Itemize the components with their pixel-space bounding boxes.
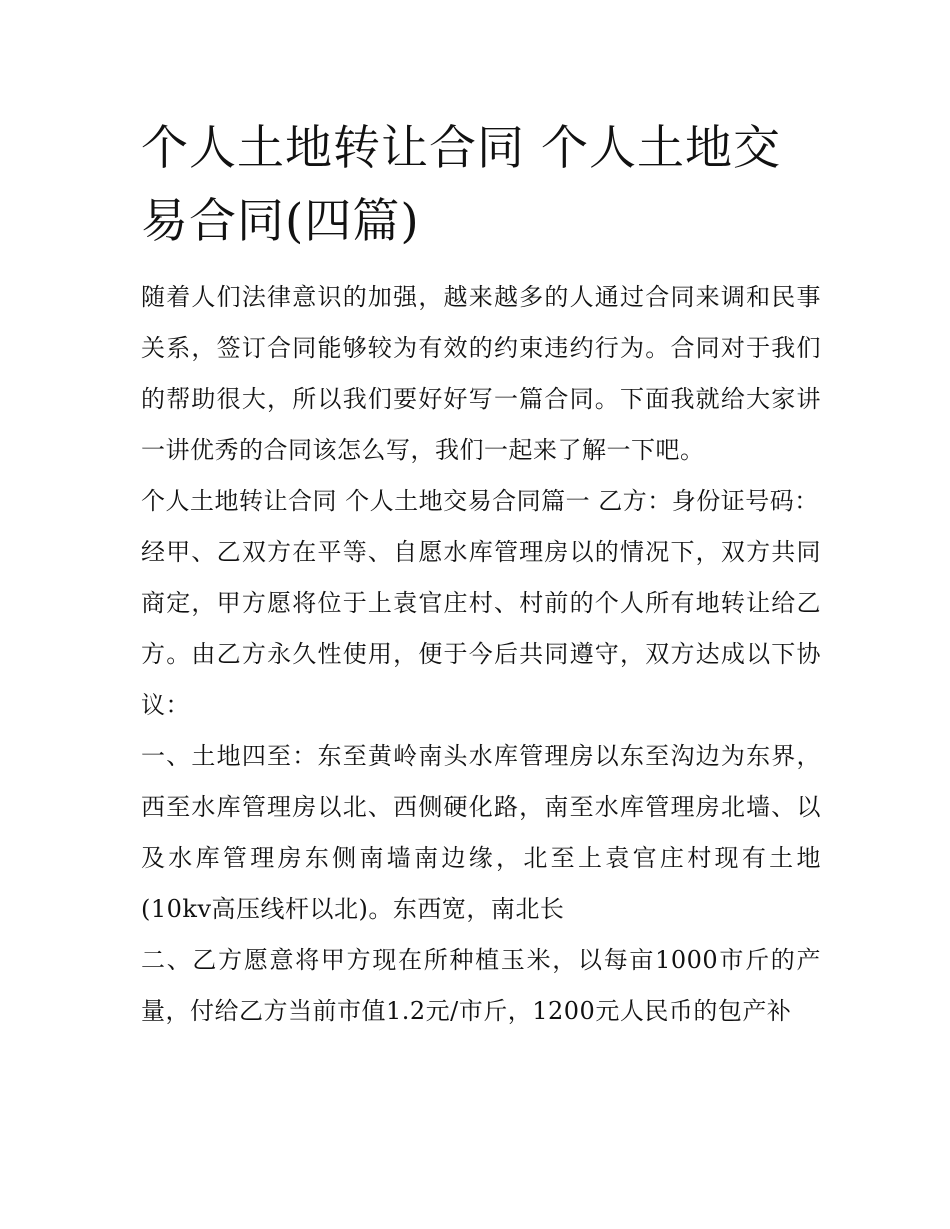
document-page [141,112,821,1037]
paragraph-intro: 随着人们法律意识的加强，越来越多的人通过合同来调和民事关系，签订合同能够较为有效的约束违约行为。合同对于我们的帮助很大，所以我们要好好写一篇合同。下面我就给大家讲一讲优秀的合同该怎么写，我们一起来了解一下吧。 [141,283,821,464]
document-body [141,272,821,1037]
paragraph-contract-heading: 个人土地转让合同 个人土地交易合同篇一 乙方：身份证号码： [141,487,819,515]
paragraph-clause-1: 一、土地四至：东至黄岭南头水库管理房以东至沟边为东界，西至水库管理房以北、西侧硬化路，南至水库管理房北墙、以及水库管理房东侧南墙南边缘，北至上袁官庄村现有土地(10kv高压线杆以北)。东西宽，南北长 [141,742,821,923]
paragraph-clause-2: 二、乙方愿意将甲方现在所种植玉米，以每亩1000市斤的产量，付给乙方当前市值1.2元/市斤，1200元人民币的包产补 [141,946,821,1025]
paragraph-agreement-preamble: 经甲、乙双方在平等、自愿水库管理房以的情况下，双方共同商定，甲方愿将位于上袁官庄村、村前的个人所有地转让给乙方。由乙方永久性使用，便于今后共同遵守，双方达成以下协议： [141,538,821,719]
document-title: 个人土地转让合同 个人土地交易合同(四篇) [141,121,781,249]
